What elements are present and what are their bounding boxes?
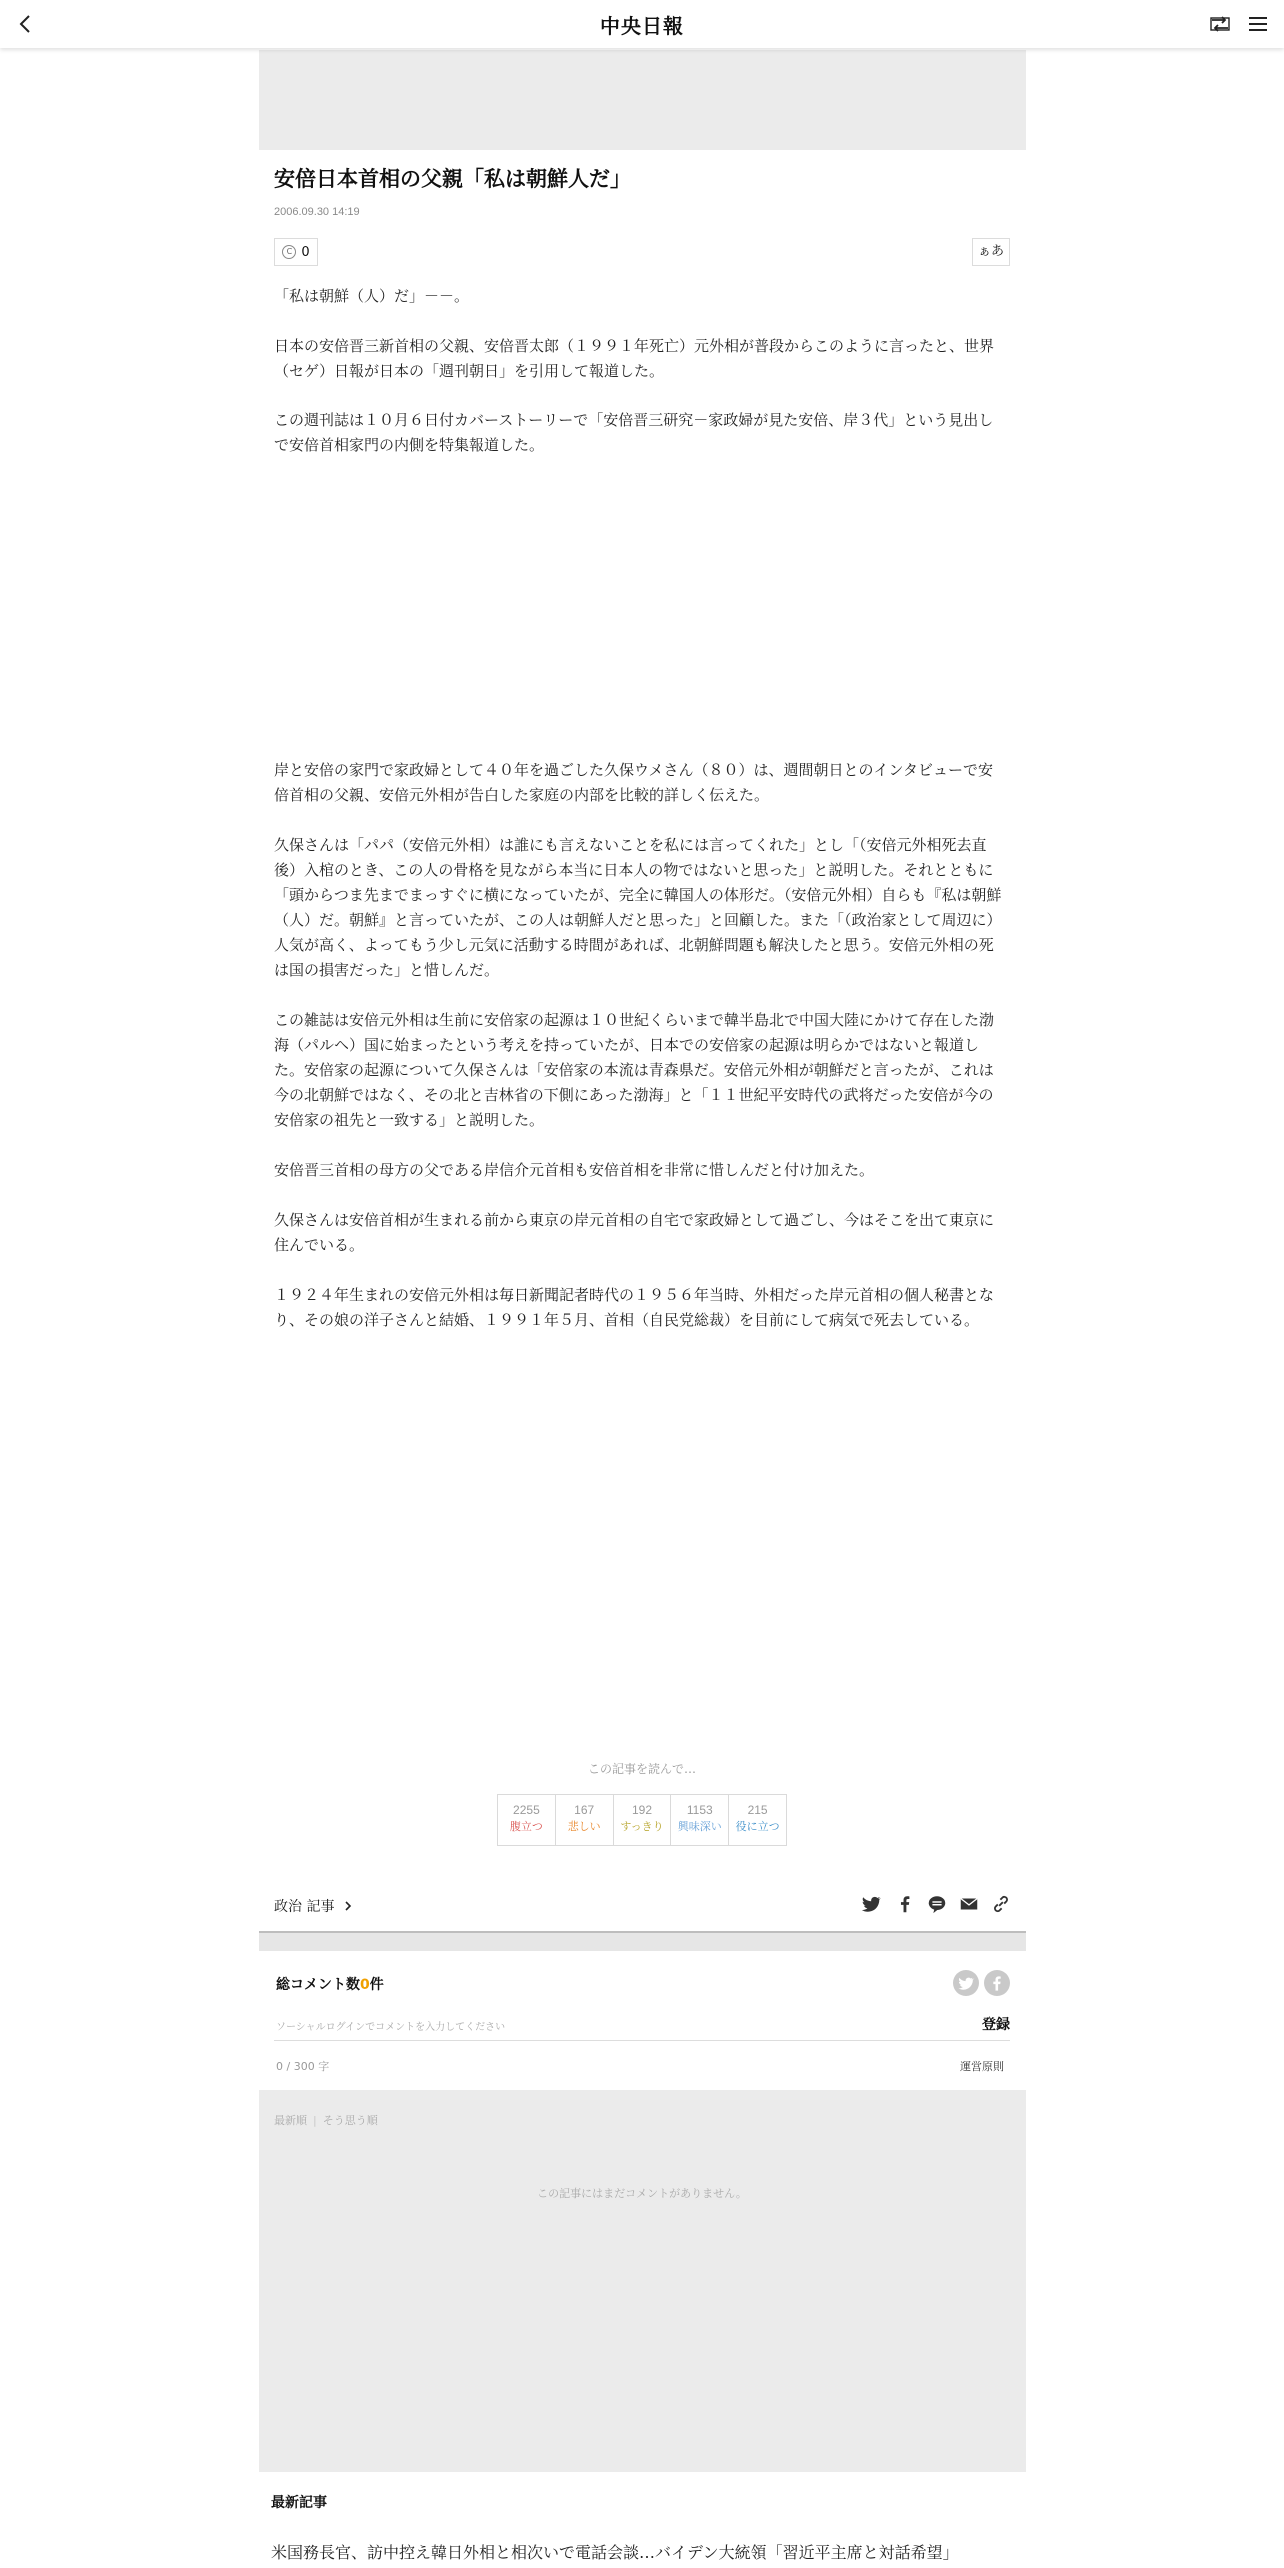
ad-banner[interactable]	[259, 50, 1026, 150]
reaction-interesting[interactable]	[671, 1795, 729, 1845]
comment-sort	[274, 2112, 378, 2128]
reaction-label: 腹立つ	[509, 1820, 543, 1833]
comment-total-count: 0	[360, 1977, 370, 1993]
comment-icon: C	[282, 245, 296, 259]
article-paragraph: 岸と安倍の家門で家政婦として４０年を過ごした久保ウメさん（８０）は、週間朝日とのインタビューで安倍首相の父親、安倍元外相が告白した家庭の内部を比較的詳しく伝えた。	[274, 761, 993, 804]
reactions-title: この記事を読んで…	[587, 1762, 696, 1776]
site-logo[interactable]: 中央日報	[600, 14, 684, 38]
reaction-count: 192	[631, 1803, 652, 1817]
reaction-count: 2255	[513, 1803, 540, 1817]
hamburger-menu-icon[interactable]	[1246, 12, 1270, 36]
article-paragraph: この雑誌は安倍元外相は生前に安倍家の起源は１０世紀くらいまで韓半島北で中国大陸にかけて存在した渤海（パルヘ）国に始まったという考えを持っていたが、日本での安倍家の起源は明らかではないと報道した。安倍家の起源について久保さんは「安倍家の本流は青森県だ。安倍元外相が朝鮮だと言ったが、これは今の北朝鮮ではなく、その北と吉林省の下側にあった渤海」と「１１世紀平安時代の武将だった安倍が今の安倍家の祖先と一致する」と説明した。	[274, 1011, 995, 1129]
switch-edition-icon[interactable]	[1208, 12, 1232, 36]
twitter-login-icon[interactable]	[953, 1970, 979, 1996]
article-paragraph: 久保さんは安倍首相が生まれる前から東京の岸元首相の自宅で家政婦として過ごし、今はそこを出て東京に住んでいる。	[274, 1211, 995, 1254]
reaction-relieved[interactable]	[614, 1795, 672, 1845]
policy-link[interactable]: 運営原則	[960, 2060, 1004, 2073]
article-paragraph: １９２４年生まれの安倍元外相は毎日新聞記者時代の１９５６年当時、外相だった岸元首相の個人秘書となり、その娘の洋子さんと結婚、１９９１年５月、首相（自民党総裁）を目前にして病気で死去している。	[274, 1286, 995, 1329]
category-link[interactable]	[274, 1896, 353, 1916]
reaction-label: 興味深い	[677, 1820, 722, 1833]
latest-articles-title: 最新記事	[271, 2495, 327, 2511]
category-label: 政治 記事	[274, 1899, 335, 1915]
empty-comments-message: この記事にはまだコメントがありません。	[537, 2187, 747, 2200]
comment-input[interactable]: ソーシャルログインでコメントを入力してください	[276, 2022, 506, 2033]
comment-title-suffix: 件	[369, 1977, 384, 1993]
reaction-count: 1153	[686, 1803, 713, 1817]
article-date: 2006.09.30 14:19	[274, 206, 360, 218]
reaction-sad[interactable]	[556, 1795, 614, 1845]
comment-list	[259, 2090, 1026, 2472]
article-paragraph: 「私は朝鮮（人）だ」－－。	[274, 287, 470, 305]
latest-article-link[interactable]: 米国務長官、訪中控え韓日外相と相次いで電話会談…バイデン大統領「習近平主席と対話希望」	[271, 2543, 959, 2562]
sort-newest[interactable]: 最新順	[274, 2114, 307, 2127]
twitter-icon[interactable]	[860, 1893, 882, 1915]
section-band	[259, 1933, 1026, 1951]
facebook-login-icon[interactable]	[984, 1970, 1010, 1996]
article-paragraph: この週刊誌は１０月６日付カバーストーリーで「安倍晋三研究－家政婦が見た安倍、岸３代」という見出しで安倍首相家門の内側を特集報道した。	[274, 411, 994, 454]
reaction-label: 役に立つ	[735, 1820, 780, 1833]
comment-submit-button[interactable]: 登録	[982, 2017, 1010, 2033]
email-icon[interactable]	[958, 1893, 980, 1915]
top-bar	[0, 0, 1284, 48]
article-paragraph: 日本の安倍晋三新首相の父親、安倍晋太郎（１９９１年死亡）元外相が普段からこのように言ったと、世界（セゲ）日報が日本の「週刊朝日」を引用して報道した。	[274, 337, 995, 380]
comment-section-title	[276, 1974, 384, 1994]
reactions-bar	[497, 1794, 787, 1846]
article-paragraph: 安倍晋三首相の母方の父である岸信介元首相も安倍首相を非常に惜しんだと付け加えた。	[274, 1161, 875, 1179]
reaction-count: 167	[574, 1803, 595, 1817]
chevron-right-icon	[343, 1900, 353, 1912]
font-size-button[interactable]: ぁあ	[972, 238, 1010, 266]
article-paragraph: 久保さんは「パパ（安倍元外相）は誰にも言えないことを私には言ってくれた」とし「（安倍元外相死去直後）入棺のとき、この人の骨格を見ながら本当に日本人の物ではないと思った」と説明した。それとともに「頭からつま先までまっすぐに横になっていたが、完全に韓国人の体形だ。（安倍元外相）自らも『私は朝鮮（人）だ。朝鮮』と言っていたが、この人は朝鮮人だと思った」と回顧した。また「（政治家として周辺に）人気が高く、よってもう少し元気に活動する時間があれば、北朝鮮問題も解決したと思う。安倍元外相の死は国の損害だった」と惜しんだ。	[274, 836, 1002, 979]
comment-title-prefix: 総コメント数	[276, 1977, 360, 1993]
comment-input-underline	[274, 2040, 1010, 2041]
reaction-label: 悲しい	[567, 1820, 601, 1833]
reaction-angry[interactable]	[498, 1795, 556, 1845]
comment-count: 0	[301, 244, 310, 260]
reaction-label: すっきり	[620, 1820, 664, 1833]
facebook-icon[interactable]	[894, 1893, 916, 1915]
reaction-useful[interactable]	[729, 1795, 786, 1845]
article-title: 安倍日本首相の父親「私は朝鮮人だ」	[274, 167, 631, 191]
reaction-count: 215	[747, 1803, 768, 1817]
sort-agree[interactable]: そう思う順	[322, 2114, 378, 2127]
char-counter: 0 / 300 字	[276, 2060, 330, 2073]
sort-separator: |	[313, 2114, 317, 2127]
comment-count-button[interactable]	[274, 238, 318, 266]
line-icon[interactable]	[926, 1893, 948, 1915]
link-icon[interactable]	[990, 1893, 1012, 1915]
